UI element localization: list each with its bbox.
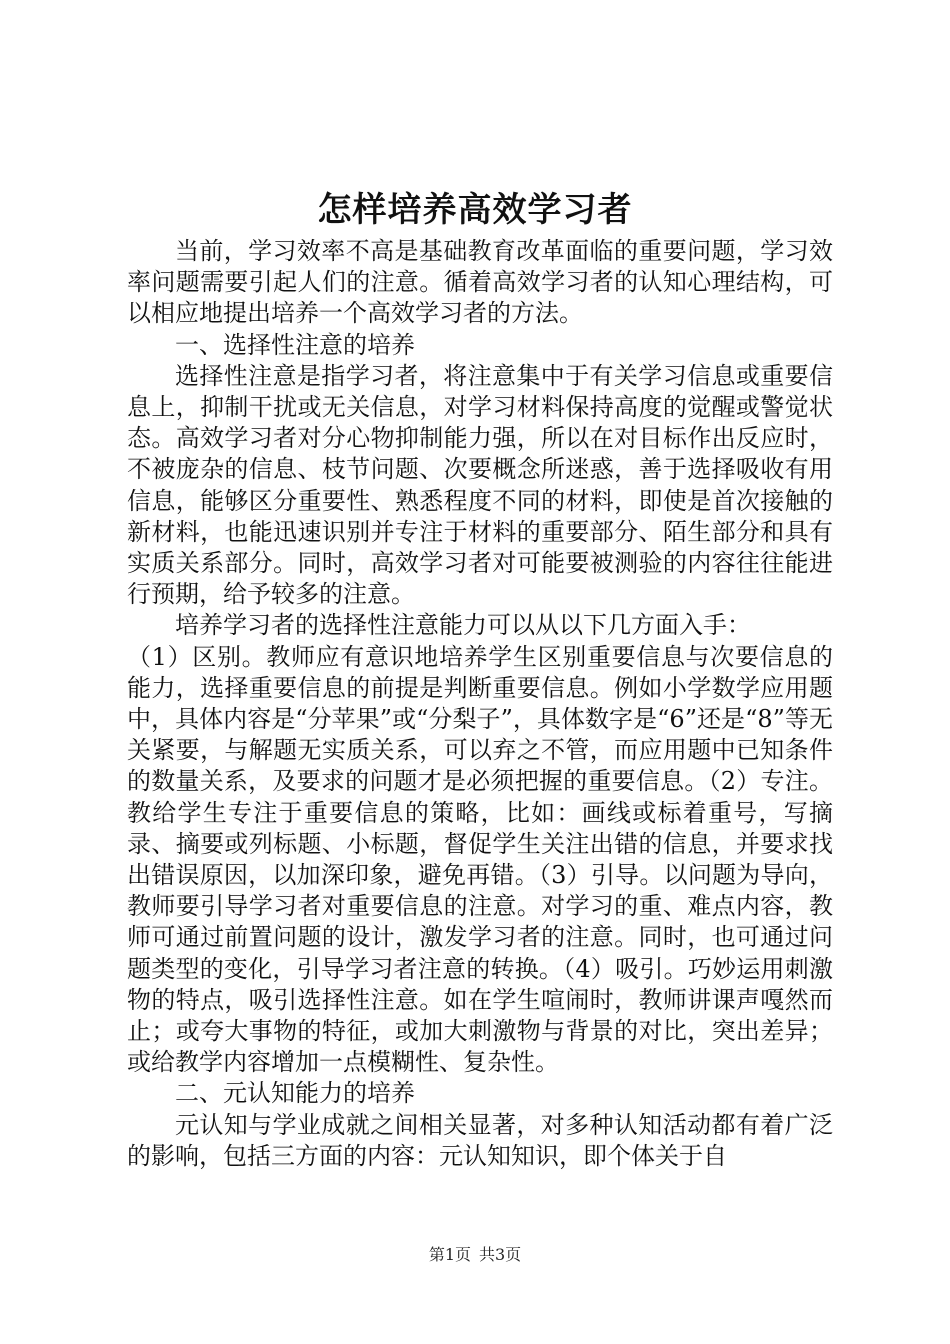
section-heading-1: 一、选择性注意的培养 [175, 330, 415, 359]
selective-attention-paragraph: 选择性注意是指学习者，将注意集中于有关学习信息或重要信息上，抑制干扰或无关信息，对学习材料保持高度的觉醒或警觉状态。高效学习者对分心物抑制能力强，所以在对目标作出反应时，不被庞杂的信息、枝节问题、次要概念所迷惑，善于选择吸收有用信息，能够区分重要性、熟悉程度不同的材料，即使是首次接触的新材料，也能迅速识别并专注于材料的重要部分、陌生部分和具有实质关系部分。同时，高效学习者对可能要被测验的内容往往能进行预期，给予较多的注意。 [127, 361, 833, 609]
document-body [127, 236, 833, 1172]
document-title: 怎样培养高效学习者 [317, 190, 633, 230]
section-heading-2: 二、元认知能力的培养 [175, 1079, 415, 1108]
metacognition-paragraph: 元认知与学业成就之间相关显著，对多种认知活动都有着广泛的影响，包括三方面的内容：元认知知识，即个体关于自 [127, 1110, 833, 1170]
methods-list-paragraph: （1）区别。教师应有意识地培养学生区别重要信息与次要信息的能力，选择重要信息的前提是判断重要信息。例如小学数学应用题中，具体内容是“分苹果”或“分梨子”，具体数字是“6”还是“8”等无关紧要，与解题无实质关系，可以弃之不管，而应用题中已知条件的数量关系，及要求的问题才是必须把握的重要信息。（2）专注。教给学生专注于重要信息的策略，比如：画线或标着重号，写摘录、摘要或列标题、小标题，督促学生关注出错的信息，并要求找出错误原因，以加深印象，避免再错。（3）引导。以问题为导向，教师要引导学习者对重要信息的注意。对学习的重、难点内容，教师可通过前置问题的设计，激发学习者的注意。同时，也可通过问题类型的变化，引导学习者注意的转换。（4）吸引。巧妙运用刺激物的特点，吸引选择性注意。如在学生喧闹时，教师讲课声嘎然而止；或夸大事物的特征，或加大刺激物与背景的对比，突出差异；或给教学内容增加一点模糊性、复杂性。 [127, 642, 833, 1077]
methods-lead-paragraph: 培养学习者的选择性注意能力可以从以下几方面入手： [175, 611, 751, 640]
page-total: 共3页 [479, 1245, 522, 1264]
page-number: 第1页 [428, 1245, 471, 1264]
page-footer [0, 1244, 950, 1266]
intro-paragraph: 当前，学习效率不高是基础教育改革面临的重要问题，学习效率问题需要引起人们的注意。循着高效学习者的认知心理结构，可以相应地提出培养一个高效学习者的方法。 [127, 237, 833, 328]
